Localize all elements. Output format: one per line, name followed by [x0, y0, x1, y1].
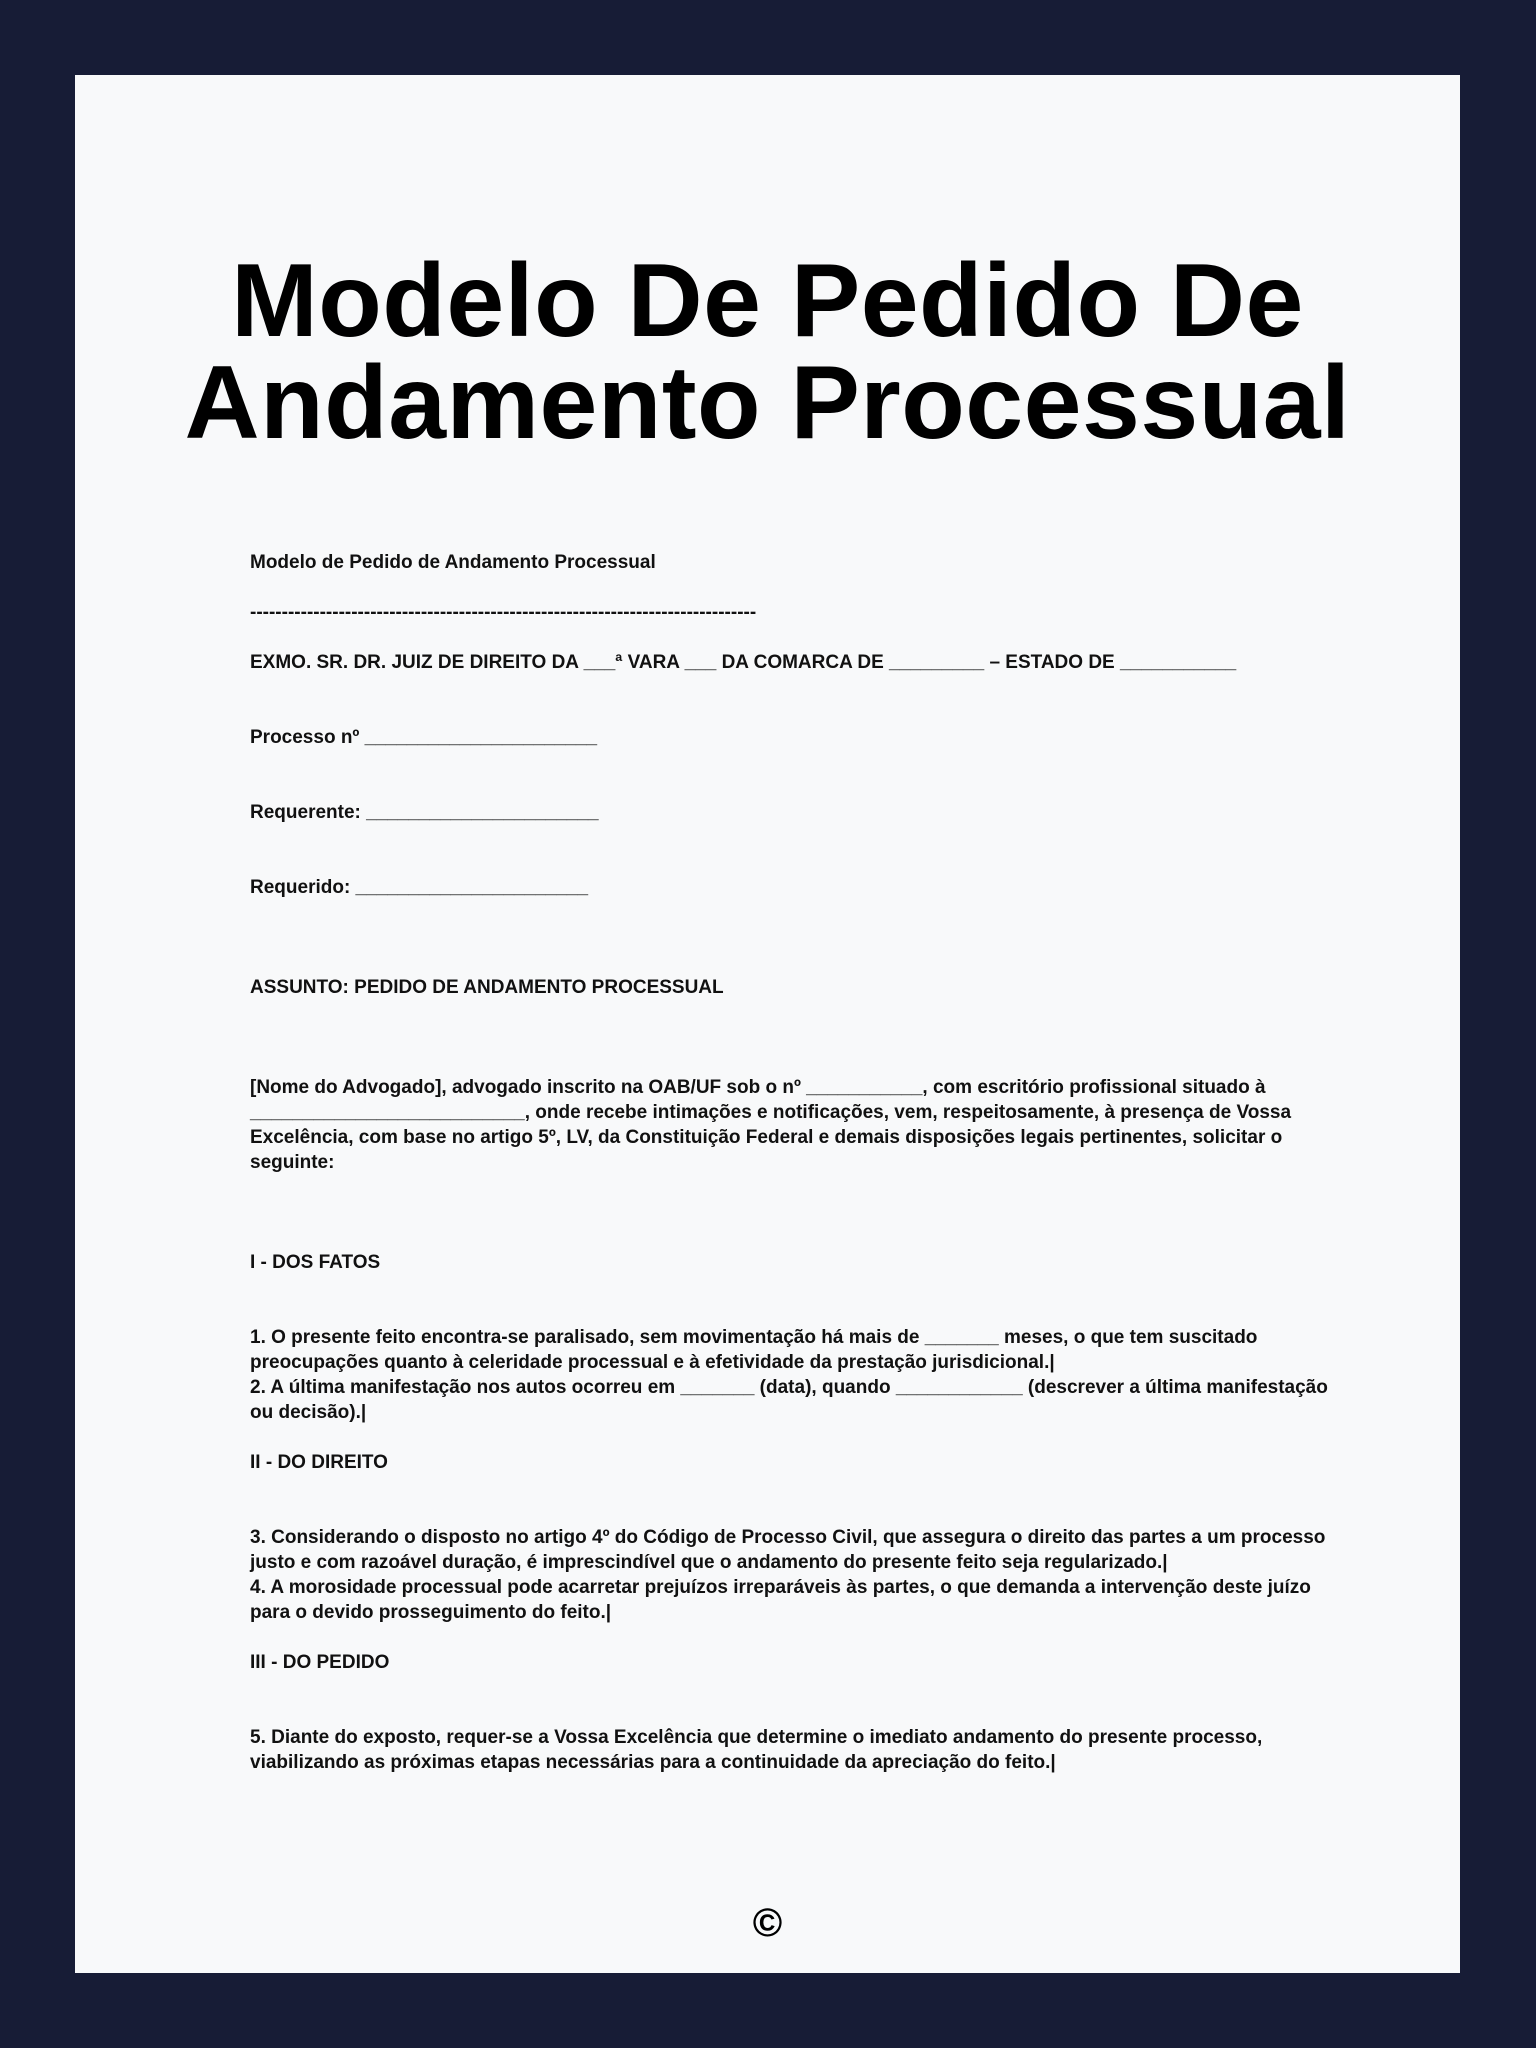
intro-paragraph: [Nome do Advogado], advogado inscrito na OAB/UF sob o nº ___________, com escritório profissional situado à __________________________, onde recebe intimações e notificações, vem, respeitosamente, à presença de Vossa Excelência, com base no artigo 5º, LV, da Constituição Federal e demais disposições legais pertinentes, solicitar o seguinte: — [250, 1077, 1297, 1173]
section2-item3: 3. Considerando o disposto no artigo 4º do Código de Processo Civil, que assegura o direito das partes a um processo justo e com razoável duração, é imprescindível que o andamento do presente feito seja regularizado.| — [250, 1527, 1331, 1573]
document-body — [250, 550, 1350, 1775]
document-subtitle: Modelo de Pedido de Andamento Processual — [250, 552, 656, 573]
section3-item5: 5. Diante do exposto, requer-se a Vossa Excelência que determine o imediato andamento do presente processo, viabilizando as próximas etapas necessárias para a continuidade da apreciação do feito.| — [250, 1727, 1268, 1773]
processo-field: Processo nº ______________________ — [250, 727, 598, 748]
assunto-line: ASSUNTO: PEDIDO DE ANDAMENTO PROCESSUAL — [250, 977, 724, 998]
section-heading-pedido: III - DO PEDIDO — [250, 1652, 390, 1673]
document-page — [75, 75, 1460, 1973]
section1-item2: 2. A última manifestação nos autos ocorreu em _______ (data), quando ____________ (descrever a última manifestação ou decisão).| — [250, 1377, 1334, 1423]
requerente-field: Requerente: ______________________ — [250, 802, 599, 823]
section-heading-direito: II - DO DIREITO — [250, 1452, 388, 1473]
document-title: Modelo De Pedido De Andamento Processual — [184, 243, 1351, 461]
addressee: EXMO. SR. DR. JUIZ DE DIREITO DA ___ª VARA ___ DA COMARCA DE _________ – ESTADO DE ___________ — [250, 652, 1237, 673]
copyright-icon: © — [752, 1901, 783, 1945]
section1-item1: 1. O presente feito encontra-se paralisado, sem movimentação há mais de _______ meses, o que tem suscitado preocupações quanto à celeridade processual e à efetividade da prestação jurisdicional.| — [250, 1327, 1263, 1373]
section-heading-fatos: I - DOS FATOS — [250, 1252, 381, 1273]
requerido-field: Requerido: ______________________ — [250, 877, 589, 898]
section2-item4: 4. A morosidade processual pode acarretar prejuízos irreparáveis às partes, o que demanda a intervenção deste juízo para o devido prosseguimento do feito.| — [250, 1577, 1317, 1623]
separator-line: -------------------------------------------------------------------------------- — [250, 602, 757, 623]
